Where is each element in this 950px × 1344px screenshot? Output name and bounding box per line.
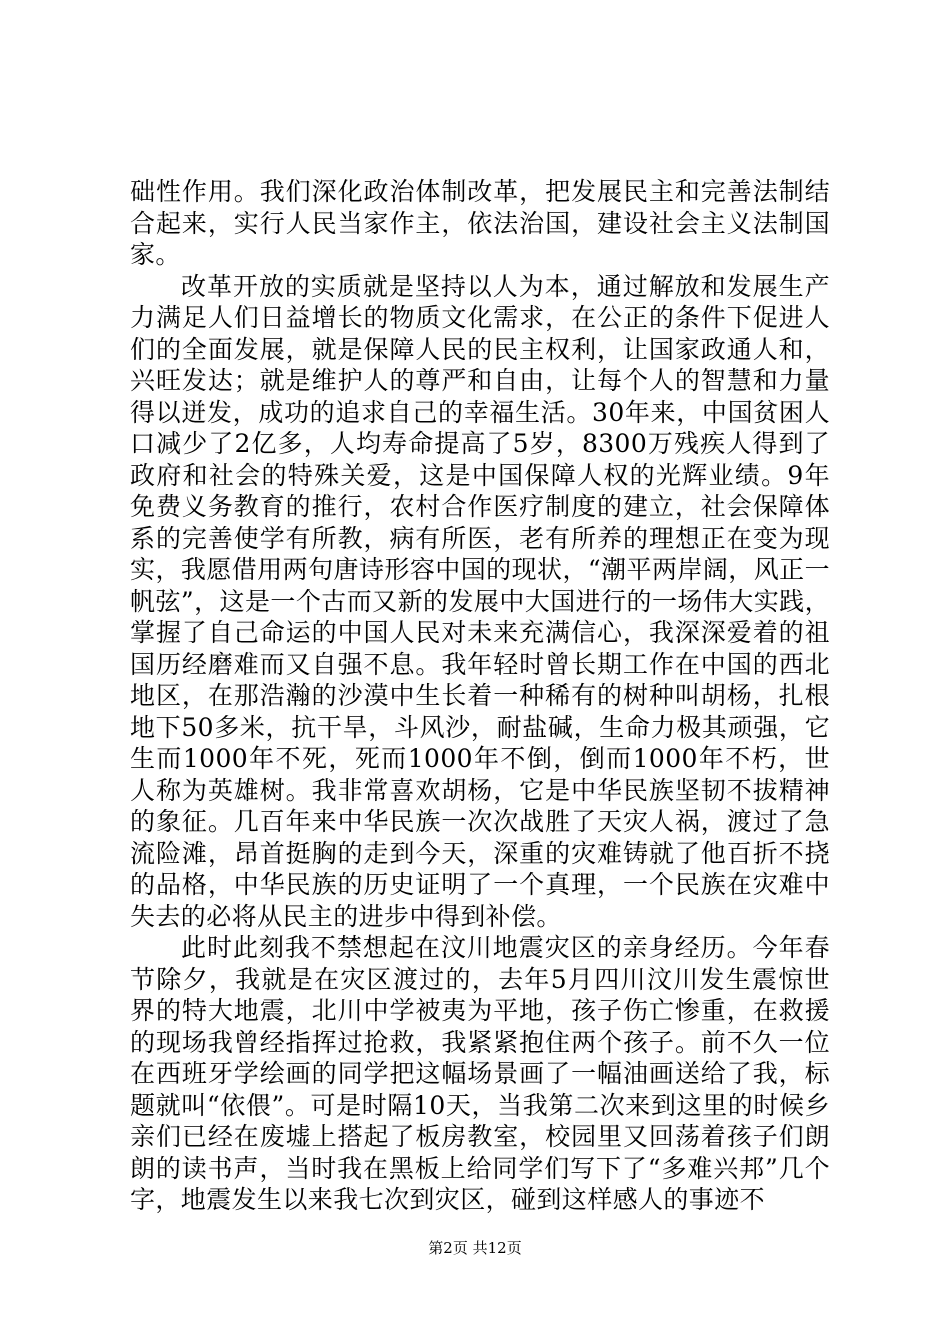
paragraph-2: 改革开放的实质就是坚持以人为本，通过解放和发展生产力满足人们日益增长的物质文化需求，在公正的条件下促进人们的全面发展，就是保障人民的民主权利，让国家政通人和，兴旺发达；就是维护人的尊严和自由，让每个人的智慧和力量得以迸发，成功的追求自己的幸福生活。30年来，中国贫困人口减少了2亿多，人均寿命提高了5岁，8300万残疾人得到了政府和社会的特殊关爱，这是中国保障人权的光辉业绩。9年免费义务教育的推行，农村合作医疗制度的建立，社会保障体系的完善使学有所教，病有所医，老有所养的理想正在变为现实，我愿借用两句唐诗形容中国的现状，“潮平两岸阔，风正一帆弦”，这是一个古而又新的发展中大国进行的一场伟大实践，掌握了自己命运的中国人民对未来充满信心，我深深爱着的祖国历经磨难而又自强不息。我年轻时曾长期工作在中国的西北地区，在那浩瀚的沙漠中生长着一种稀有的树种叫胡杨，扎根地下50多米，抗干旱，斗风沙，耐盐碱，生命力极其顽强，它生而1000年不死，死而1000年不倒，倒而1000年不朽，世人称为英雄树。我非常喜欢胡杨，它是中华民族坚韧不拔精神的象征。几百年来中华民族一次次战胜了天灾人祸，渡过了急流险滩，昂首挺胸的走到今天，深重的灾难铸就了他百折不挠的品格，中华民族的历史证明了一个真理，一个民族在灾难中失去的必将从民主的进步中得到补偿。	[130, 271, 830, 931]
paragraph-1: 础性作用。我们深化政治体制改革，把发展民主和完善法制结合起来，实行人民当家作主，依法治国，建设社会主义法制国家。	[130, 177, 830, 269]
document-body	[130, 176, 830, 1216]
paragraph-3: 此时此刻我不禁想起在汶川地震灾区的亲身经历。今年春节除夕，我就是在灾区渡过的，去年5月四川汶川发生震惊世界的特大地震，北川中学被夷为平地，孩子伤亡惨重，在救援的现场我曾经指挥过抢救，我紧紧抱住两个孩子。前不久一位在西班牙学绘画的同学把这幅场景画了一幅油画送给了我，标题就叫“依偎”。可是时隔10天，当我第二次来到这里的时候乡亲们已经在废墟上搭起了板房教室，校园里又回荡着孩子们朗朗的读书声，当时我在黑板上给同学们写下了“多难兴邦”几个字，地震发生以来我七次到灾区，碰到这样感人的事迹不	[130, 933, 830, 1214]
page-number-footer: 第2页 共12页	[428, 1239, 522, 1257]
